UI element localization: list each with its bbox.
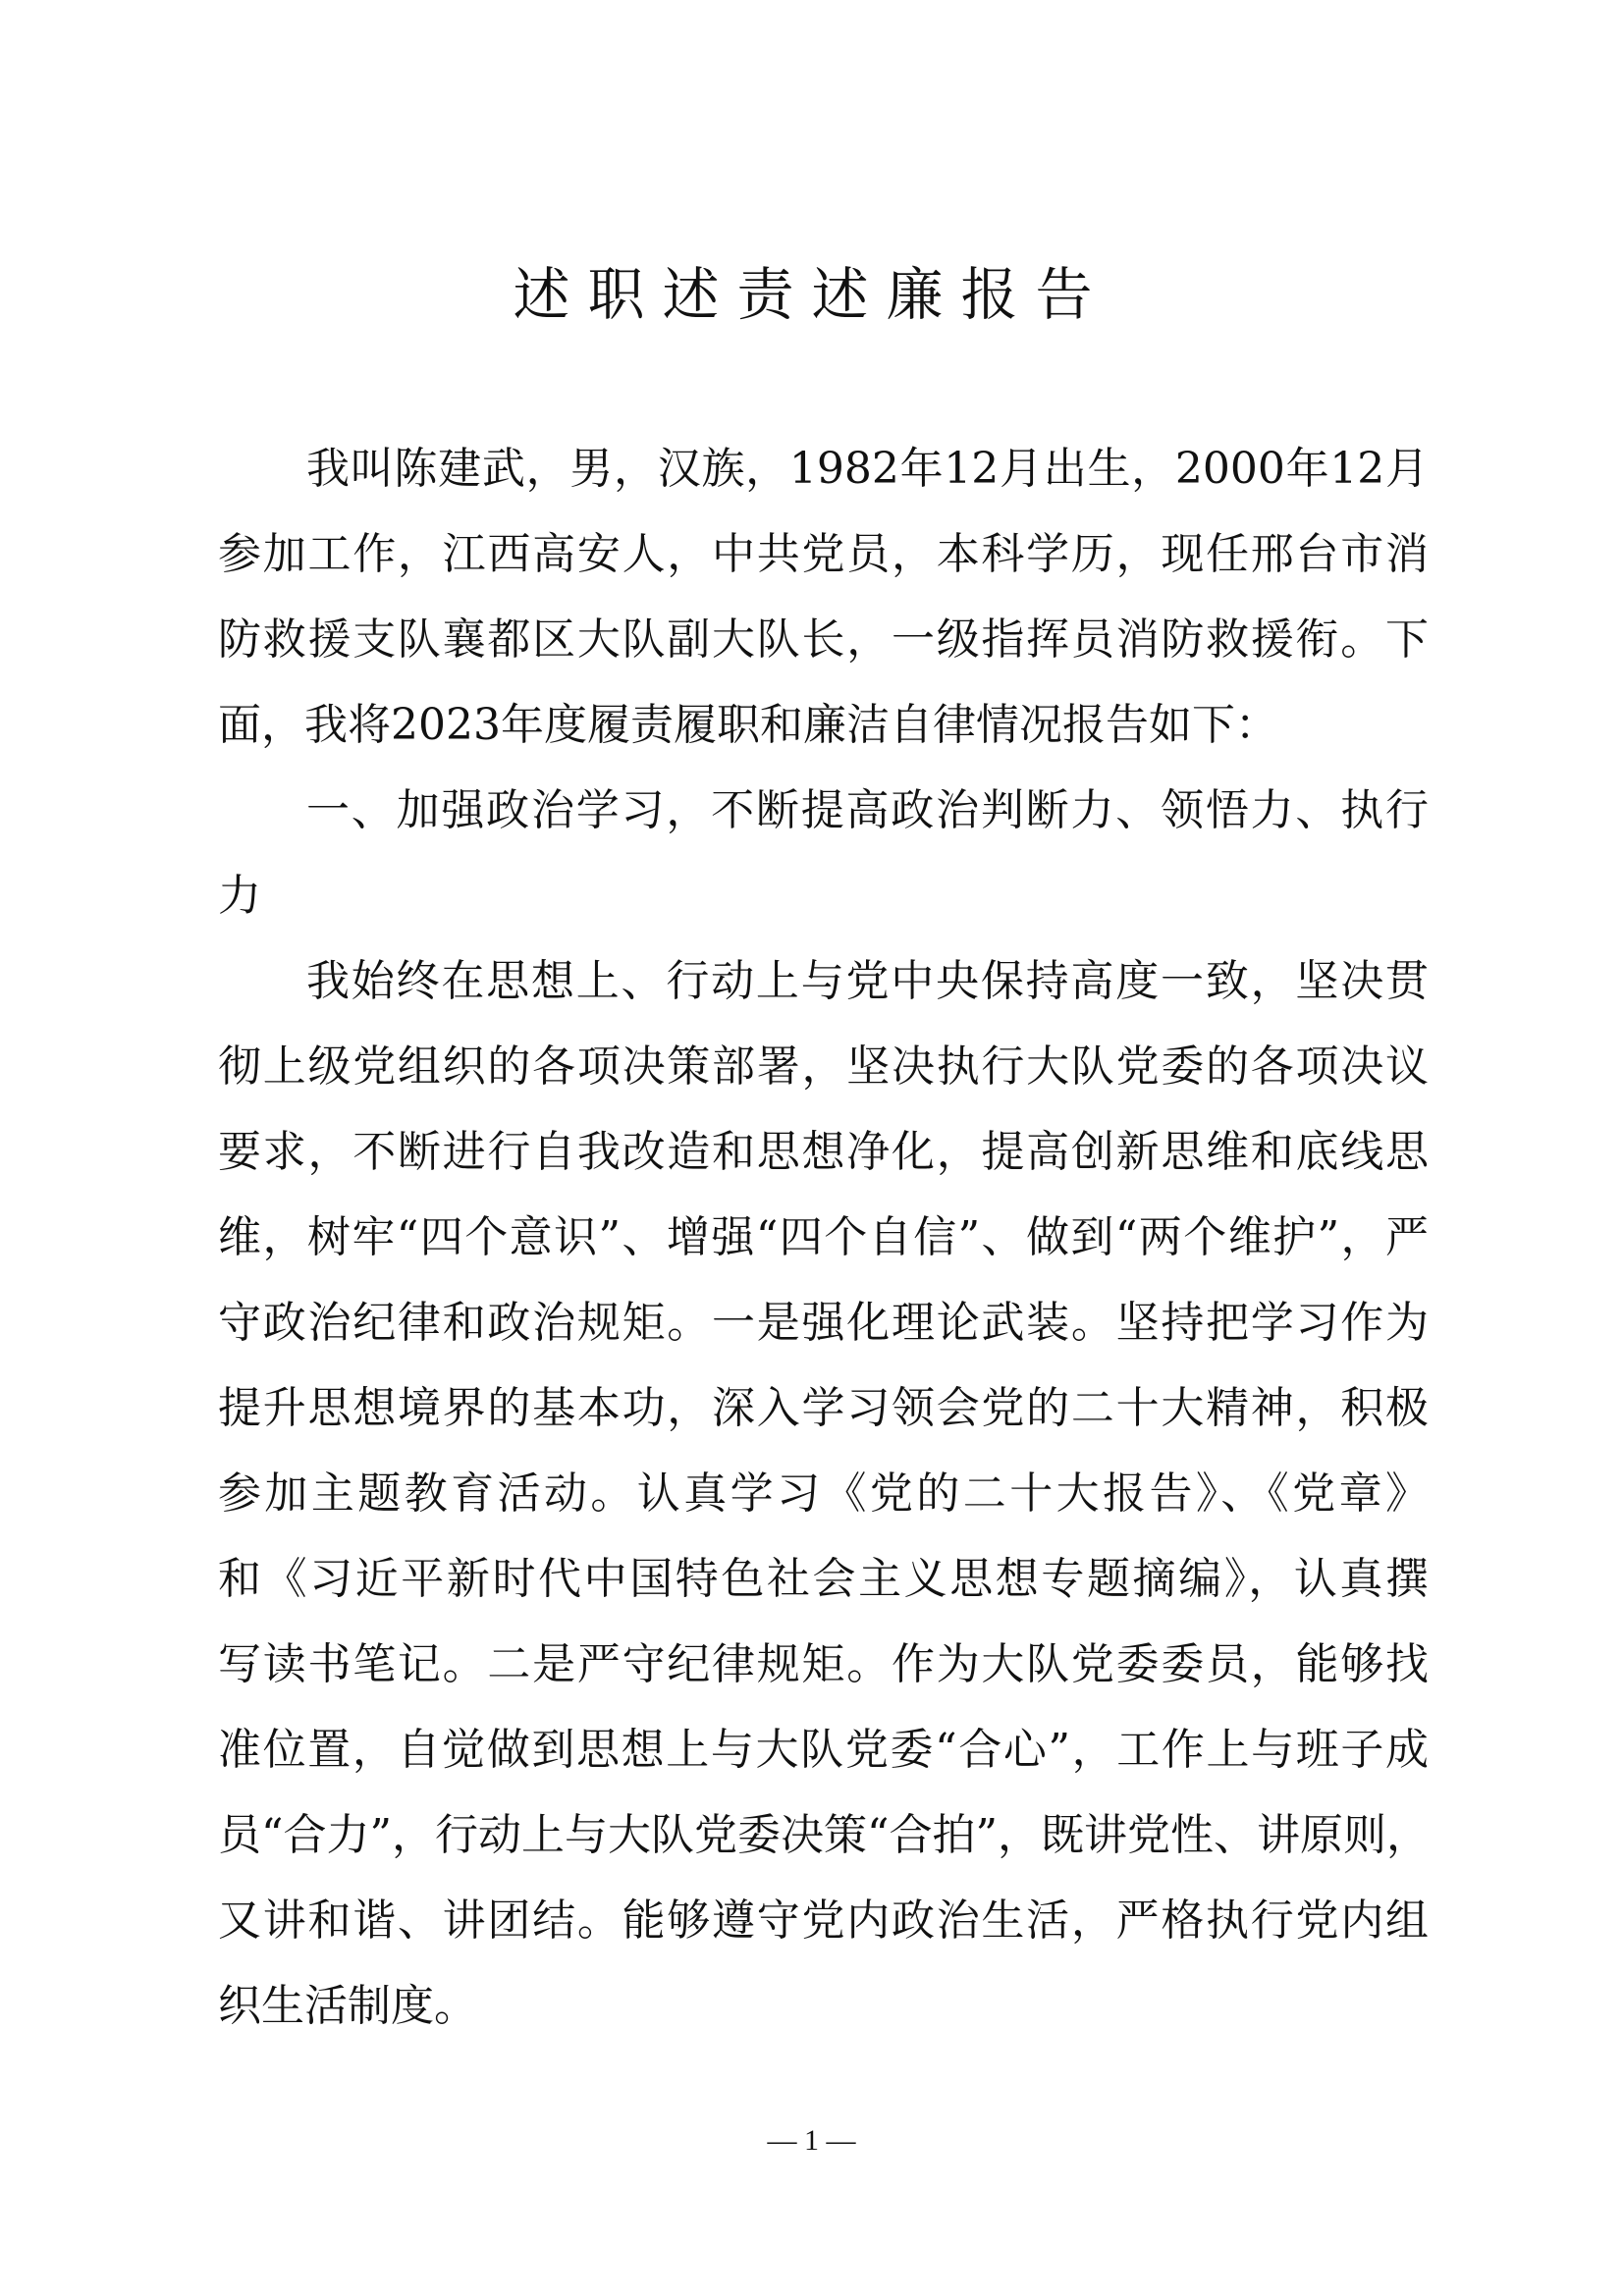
text-line: 写读书笔记。二是严守纪律规矩。作为大队党委委员，能够找 (218, 1639, 1429, 1689)
text-line: 织生活制度。 (218, 1981, 477, 2031)
text-line: 力 (218, 871, 261, 921)
text-line: 我始终在思想上、行动上与党中央保持高度一致，坚决贯 (306, 956, 1429, 1006)
text-line: 又讲和谐、讲团结。能够遵守党内政治生活，严格执行党内组 (218, 1896, 1429, 1946)
text-line: 提升思想境界的基本功，深入学习领会党的二十大精神，积极 (218, 1383, 1429, 1433)
text-line: 彻上级党组织的各项决策部署，坚决执行大队党委的各项决议 (218, 1041, 1429, 1092)
text-line: 参加主题教育活动。认真学习《党的二十大报告》、《党章》 (218, 1468, 1429, 1519)
text-line: 维，树牢“四个意识”、增强“四个自信”、做到“两个维护”，严 (218, 1212, 1429, 1262)
text-line: 我叫陈建武，男，汉族，1982年12月出生，2000年12月 (306, 444, 1429, 494)
text-line: 守政治纪律和政治规矩。一是强化理论武装。坚持把学习作为 (218, 1298, 1429, 1348)
document-body (218, 426, 1429, 2049)
page-number: — 1 — (767, 2124, 856, 2157)
text-line: 和《习近平新时代中国特色社会主义思想专题摘编》，认真撰 (218, 1554, 1429, 1604)
document-title: 述职述责述廉报告 (513, 261, 1110, 328)
text-line: 防救援支队襄都区大队副大队长，一级指挥员消防救援衔。下 (218, 614, 1429, 665)
text-line: 一、加强政治学习，不断提高政治判断力、领悟力、执行 (306, 785, 1429, 835)
text-line: 准位置，自觉做到思想上与大队党委“合心”，工作上与班子成 (218, 1725, 1429, 1775)
text-line: 要求，不断进行自我改造和思想净化，提高创新思维和底线思 (218, 1127, 1429, 1177)
text-line: 参加工作，江西高安人，中共党员，本科学历，现任邢台市消 (218, 529, 1429, 579)
text-line: 面，我将2023年度履责履职和廉洁自律情况报告如下： (218, 700, 1278, 750)
text-line: 员“合力”，行动上与大队党委决策“合拍”，既讲党性、讲原则， (218, 1810, 1430, 1860)
